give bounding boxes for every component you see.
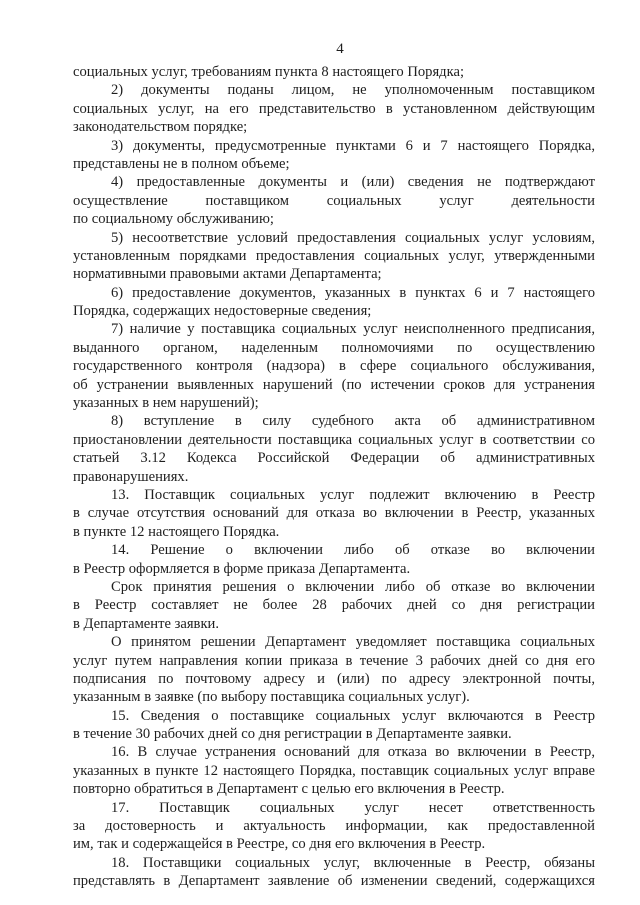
text-line: в случае отсутствия оснований для отказа во включении в Реестр, указанных (73, 505, 595, 522)
document-body (73, 63, 595, 891)
text-line: правонарушениях. (73, 468, 189, 485)
paragraph (73, 173, 595, 228)
text-line: О принятом решении Департамент уведомляет поставщика социальных (111, 634, 595, 651)
text-line: 17. Поставщик социальных услуг несет ответственность (111, 799, 595, 816)
paragraph (73, 486, 595, 541)
paragraph (73, 229, 595, 284)
text-line: осуществление поставщиком социальных услуг деятельности (73, 192, 595, 209)
page-number: 4 (336, 41, 344, 57)
text-line: государственного контроля (надзора) в сфере социального обслуживания, (73, 358, 595, 375)
text-line: в течение 30 рабочих дней со дня регистрации в Департаменте заявки. (73, 726, 512, 743)
text-line: 15. Сведения о поставщике социальных услуг включаются в Реестр (111, 707, 595, 724)
text-line: выданного органом, наделенным полномочиями по осуществлению (73, 339, 595, 356)
text-line: указанных в нем нарушений); (73, 395, 259, 412)
text-line: в Департаменте заявки. (73, 615, 219, 632)
text-line: представлены не в полном объеме; (73, 155, 290, 172)
paragraph (73, 81, 595, 136)
text-line: указанным в заявке (по выбору поставщика социальных услуг). (73, 689, 470, 706)
paragraph (73, 743, 595, 798)
text-line: Срок принятия решения о включении либо об отказе во включении (111, 578, 595, 595)
text-line: по социальному обслуживанию; (73, 211, 274, 228)
text-line: 14. Решение о включении либо об отказе во включении (111, 542, 595, 559)
text-line: за достоверность и актуальность информации, как предоставленной (73, 818, 595, 835)
text-line: 4) предоставленные документы и (или) сведения не подтверждают (111, 174, 595, 191)
text-line: в пункте 12 настоящего Порядка. (73, 523, 280, 540)
text-line: подписания по почтовому адресу и (или) по адресу электронной почты, (73, 670, 595, 687)
text-line: установленным порядками предоставления социальных услуг, утвержденными (73, 247, 595, 264)
text-line: 13. Поставщик социальных услуг подлежит включению в Реестр (111, 486, 595, 503)
text-line: услуг путем направления копии приказа в течение 3 рабочих дней со дня его (73, 652, 595, 669)
paragraph (73, 799, 595, 854)
text-line: социальных услуг, требованиям пункта 8 настоящего Порядка; (73, 64, 465, 80)
text-line: в Реестр оформляется в форме приказа Департамента. (73, 560, 411, 577)
paragraph (73, 707, 595, 744)
text-line: представлять в Департамент заявление об изменении сведений, содержащихся (73, 873, 595, 890)
paragraph (73, 854, 595, 891)
text-line: 7) наличие у поставщика социальных услуг неисполненного предписания, (111, 321, 595, 338)
paragraph (73, 320, 595, 412)
text-line: повторно обратиться в Департамент с целью его включения в Реестр. (73, 781, 505, 798)
text-line: 5) несоответствие условий предоставления социальных услуг условиям, (111, 229, 595, 246)
text-line: Порядка, содержащих недостоверные сведения; (73, 303, 372, 320)
text-line: нормативными правовыми актами Департамента; (73, 266, 382, 283)
text-line: 8) вступление в силу судебного акта об административном (111, 413, 595, 430)
paragraph (73, 541, 595, 578)
paragraph (73, 412, 595, 486)
paragraph (73, 137, 595, 174)
paragraph (73, 633, 595, 707)
text-line: в Реестр составляет не более 28 рабочих дней со дня регистрации (73, 597, 595, 614)
text-line: об устранении выявленных нарушений (по истечении сроков для устранения (73, 376, 595, 393)
text-line: социальных услуг, на его представительство в установленном действующим (73, 100, 595, 117)
text-line: им, так и содержащейся в Реестре, со дня его включения в Реестр. (73, 836, 486, 853)
text-line: приостановлении деятельности поставщика социальных услуг в соответствии со (73, 431, 595, 448)
text-line: 6) предоставление документов, указанных в пунктах 6 и 7 настоящего (111, 284, 595, 301)
paragraph (73, 63, 595, 81)
text-line: указанных в пункте 12 настоящего Порядка, поставщик социальных услуг вправе (73, 762, 595, 779)
text-line: 18. Поставщики социальных услуг, включенные в Реестр, обязаны (111, 854, 595, 871)
text-line: 16. В случае устранения оснований для отказа во включении в Реестр, (111, 744, 595, 761)
text-line: статьей 3.12 Кодекса Российской Федерации об административных (73, 450, 595, 467)
text-line: 3) документы, предусмотренные пунктами 6 и 7 настоящего Порядка, (111, 137, 595, 154)
text-line: 2) документы поданы лицом, не уполномоченным поставщиком (111, 82, 595, 99)
paragraph (73, 578, 595, 633)
paragraph (73, 284, 595, 321)
text-line: законодательством порядке; (73, 119, 248, 136)
